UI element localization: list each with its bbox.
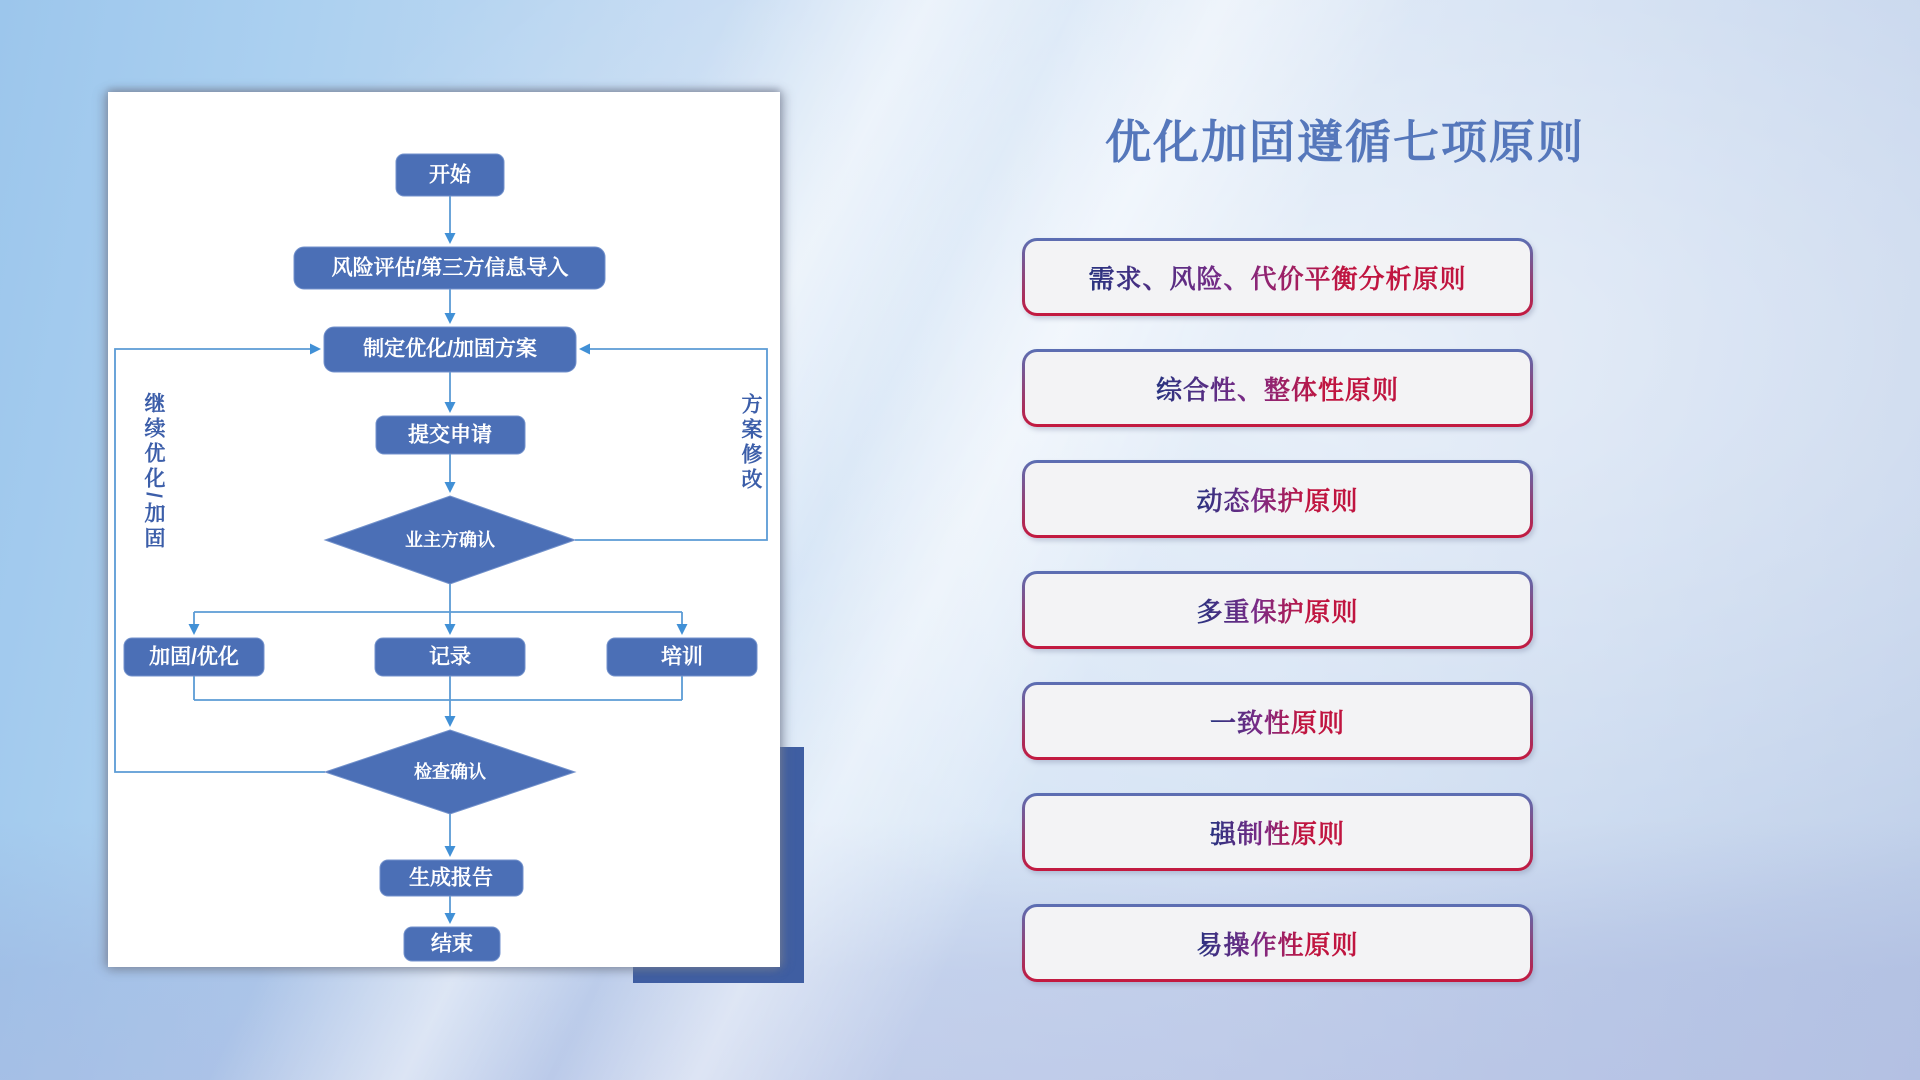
flow-node-harden-label: 加固/优化 xyxy=(149,645,239,669)
principle-box xyxy=(1022,682,1533,760)
flow-node-training xyxy=(607,638,757,676)
flow-node-end xyxy=(404,927,500,961)
principle-box xyxy=(1022,793,1533,871)
flow-node-owner-confirm xyxy=(325,496,575,584)
flow-node-report-label: 生成报告 xyxy=(409,866,493,890)
principle-label: 综合性、整体性原则 xyxy=(1156,370,1399,407)
principle-label: 多重保护原则 xyxy=(1196,592,1358,629)
flow-node-report xyxy=(380,860,523,896)
flow-node-submit xyxy=(376,416,525,454)
flow-node-owner-confirm-label: 业主方确认 xyxy=(405,530,495,550)
flow-node-record-label: 记录 xyxy=(429,645,471,669)
flow-node-submit-label: 提交申请 xyxy=(408,423,492,447)
flow-node-check-confirm xyxy=(325,730,575,814)
flow-node-plan xyxy=(324,327,576,372)
principle-box xyxy=(1022,571,1533,649)
principle-label: 需求、风险、代价平衡分析原则 xyxy=(1088,259,1466,296)
page-title: 优化加固遵循七项原则 xyxy=(1105,116,1585,168)
principle-label: 动态保护原则 xyxy=(1196,481,1358,518)
flow-node-end-label: 结束 xyxy=(431,932,473,956)
flow-node-harden xyxy=(124,638,264,676)
flowchart-diagram xyxy=(108,92,780,967)
right-loop-label: 方案修改 xyxy=(739,393,762,493)
flow-node-risk-label: 风险评估/第三方信息导入 xyxy=(331,256,569,280)
principle-label: 易操作性原则 xyxy=(1196,925,1358,962)
flow-node-training-label: 培训 xyxy=(661,645,703,669)
flow-node-start-label: 开始 xyxy=(429,163,471,187)
principles-list xyxy=(1022,238,1533,982)
flow-node-record xyxy=(375,638,525,676)
flow-node-plan-label: 制定优化/加固方案 xyxy=(363,337,537,361)
principle-box xyxy=(1022,238,1533,316)
principle-box xyxy=(1022,349,1533,427)
flow-node-check-confirm-label: 检查确认 xyxy=(414,762,486,782)
principle-label: 一致性原则 xyxy=(1210,703,1345,740)
flowchart-panel xyxy=(108,92,780,967)
principle-label: 强制性原则 xyxy=(1210,814,1345,851)
flow-node-start xyxy=(396,154,504,196)
principle-box xyxy=(1022,460,1533,538)
principle-box xyxy=(1022,904,1533,982)
flow-node-risk xyxy=(294,247,605,289)
left-loop-label: 继续优化/加固 xyxy=(142,392,165,552)
